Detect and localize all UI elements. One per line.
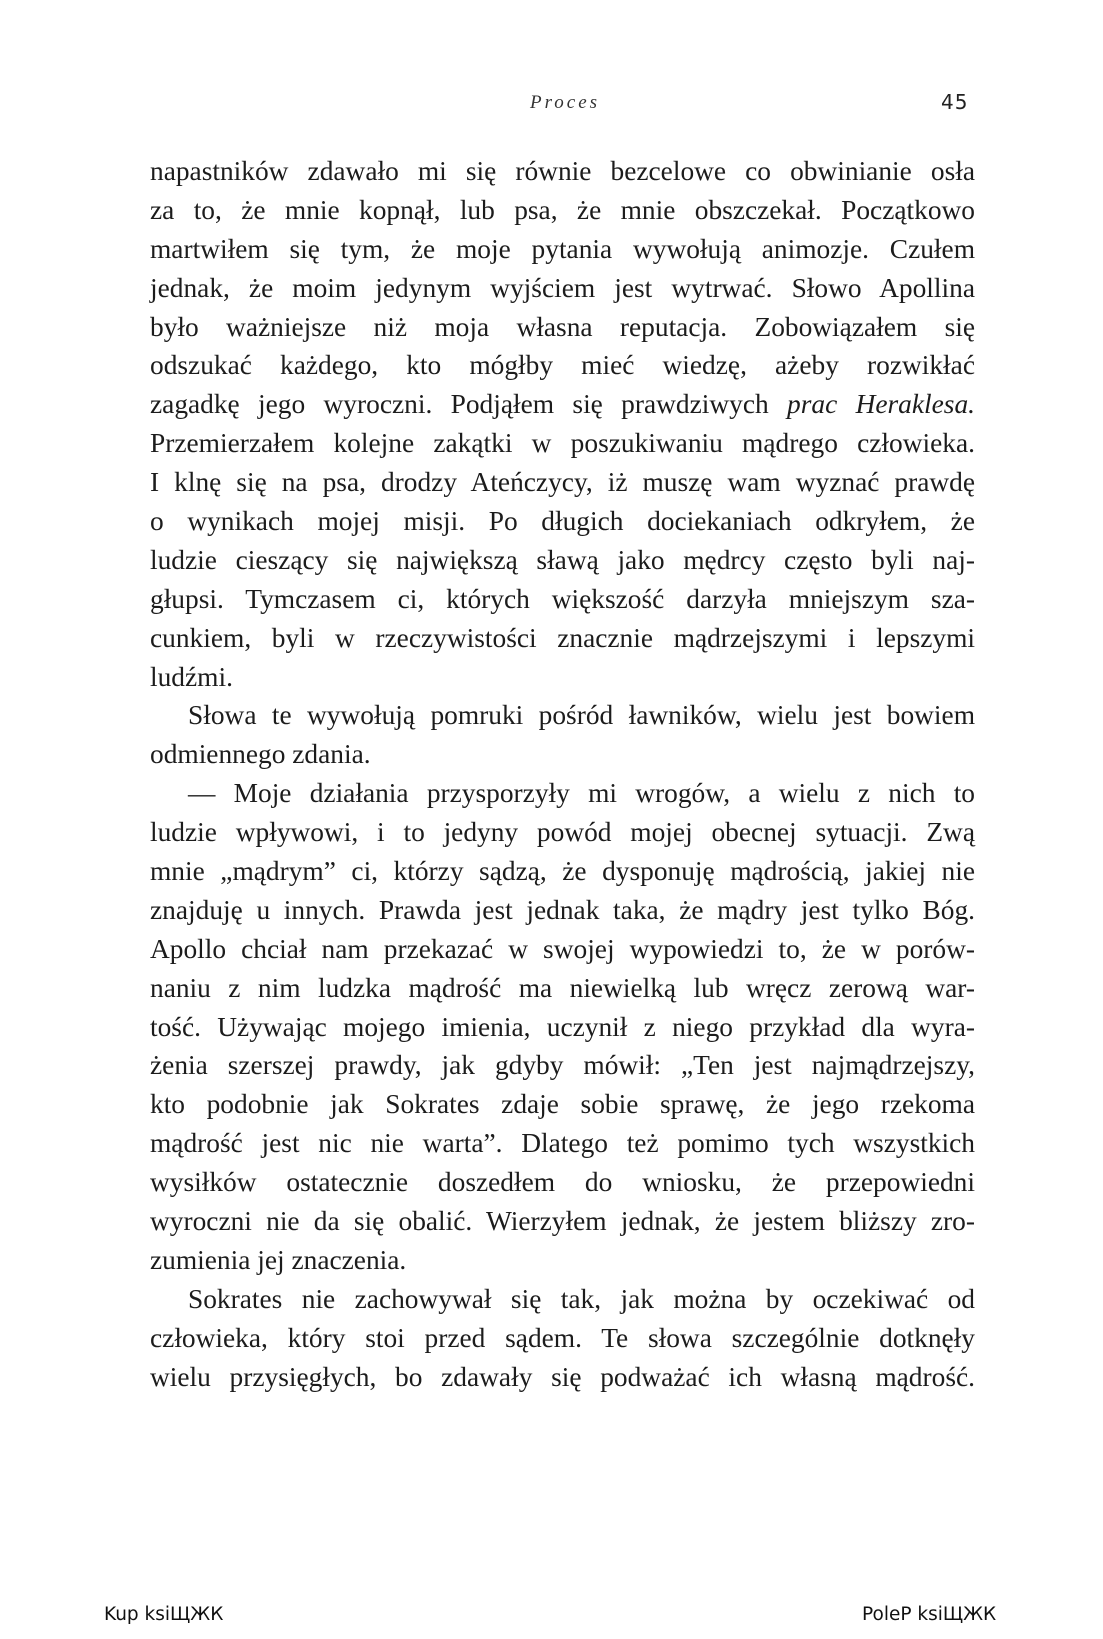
- text-line: mądrość jest nic nie warta”. Dlatego też pomimo tych wszystkich: [150, 1128, 975, 1159]
- text-line: napastników zdawało mi się równie bezcelowe co obwinianie osła: [150, 156, 975, 186]
- text-line: naniu z nim ludzka mądrość ma niewielką lub wręcz zerową war-: [150, 972, 975, 1003]
- text-line: było ważniejsze niż moja własna reputacja. Zobowiązałem się: [150, 311, 975, 342]
- page-number: 45: [941, 90, 969, 114]
- text-line: cunkiem, byli w rzeczywistości znacznie mądrzejszymi i lepszymi: [150, 622, 975, 653]
- text-segment: zagadkę jego wyroczni. Podjąłem się prawdziwych: [150, 389, 788, 420]
- footer: [0, 1604, 1103, 1630]
- text-line: za to, że mnie kopnął, lub psa, że mnie obszczekał. Początkowo: [150, 194, 975, 225]
- text-line: głupsi. Tymczasem ci, których większość darzyła mniejszym sza-: [150, 583, 975, 614]
- text-line: jednak, że moim jedynym wyjściem jest wytrwać. Słowo Apollina: [150, 272, 975, 303]
- text-line: o wynikach mojej misji. Po długich dociekaniach odkryłem, że: [150, 506, 975, 537]
- text-line: odmiennego zdania.: [150, 739, 371, 770]
- text-line: żenia szerszej prawdy, jak gdyby mówił: „Ten jest najmądrzejszy,: [150, 1050, 975, 1081]
- footer-recommend-book-link[interactable]: PoleP ksiЩЖК: [862, 1604, 997, 1625]
- text-line: kto podobnie jak Sokrates zdaje sobie sprawę, że jego rzekoma: [150, 1089, 975, 1120]
- text-line: tość. Używając mojego imienia, uczynił z niego przykład dla wyra-: [150, 1011, 975, 1042]
- paragraph-first-line: Sokrates nie zachowywał się tak, jak można by oczekiwać od: [188, 1283, 975, 1314]
- text-line: odszukać każdego, kto mógłby mieć wiedzę, ażeby rozwikłać: [150, 350, 975, 381]
- running-title: Proces: [530, 92, 601, 113]
- footer-buy-book-link[interactable]: Kup ksiЩЖК: [104, 1604, 224, 1625]
- text-line: znajduję u innych. Prawda jest jednak taka, że mądry jest tylko Bóg.: [150, 894, 975, 925]
- text-line: Apollo chciał nam przekazać w swojej wypowiedzi to, że w porów-: [150, 933, 975, 964]
- text-line: mnie „mądrym” ci, którzy sądzą, że dysponuję mądrością, jakiej nie: [150, 856, 975, 887]
- text-line: wyroczni nie da się obalić. Wierzyłem jednak, że jestem bliższy zro-: [150, 1206, 975, 1237]
- text-line: martwiłem się tym, że moje pytania wywołują animozje. Czułem: [150, 233, 975, 264]
- text-line: wielu przysięgłych, bo zdawały się podważać ich własną mądrość.: [150, 1361, 975, 1392]
- paragraph-first-line: — Moje działania przysporzyły mi wrogów, a wielu z nich to: [188, 778, 975, 809]
- running-header: [0, 90, 1103, 120]
- paragraph-first-line: Słowa te wywołują pomruki pośród ławników, wielu jest bowiem: [188, 700, 975, 731]
- text-line: ludźmi.: [150, 661, 233, 692]
- text-line: Przemierzałem kolejne zakątki w poszukiwaniu mądrego człowieka.: [150, 428, 975, 459]
- text-line: I klnę się na psa, drodzy Ateńczycy, iż muszę wam wyznać prawdę: [150, 467, 975, 498]
- text-line: ludzie cieszący się największą sławą jako mędrcy często byli naj-: [150, 544, 975, 575]
- text-line: ludzie wpływowi, i to jedyny powód mojej obecnej sytuacji. Zwą: [150, 817, 975, 848]
- text-line: zumienia jej znaczenia.: [150, 1244, 407, 1275]
- text-line-with-emphasis: [150, 385, 975, 424]
- text-line: człowieka, który stoi przed sądem. Te słowa szczególnie dotknęły: [150, 1322, 975, 1353]
- main-text: [150, 152, 975, 1397]
- text-line: wysiłków ostatecznie doszedłem do wniosku, że przepowiedni: [150, 1167, 975, 1198]
- emphasis-prac-heraklesa: prac Heraklesa.: [787, 389, 976, 420]
